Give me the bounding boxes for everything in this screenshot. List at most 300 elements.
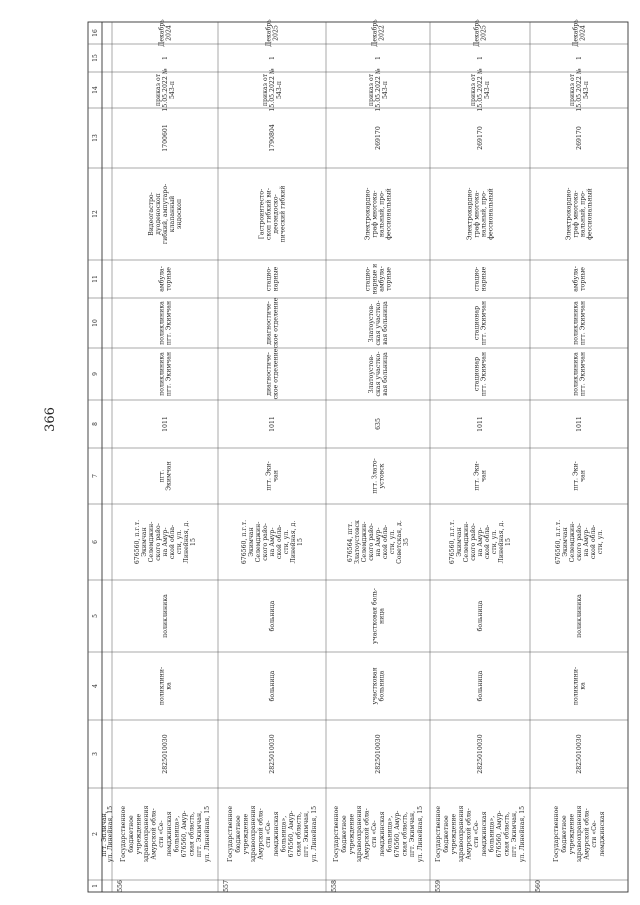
svg-text:лемджинская: лемджинская [272, 811, 280, 857]
row-556-unit-dept [159, 301, 173, 345]
svg-text:нальный, про-: нальный, про- [378, 190, 386, 238]
svg-text:сти, ул.: сти, ул. [283, 529, 290, 555]
svg-text:сти, ул.: сти, ул. [597, 529, 604, 555]
svg-text:269170: 269170 [576, 126, 583, 150]
row-556-quantity [162, 56, 169, 60]
svg-text:пгт. Экимчан: пгт. Экимчан [579, 351, 587, 397]
svg-text:амбула-: амбула- [572, 266, 580, 292]
svg-text:543-п: 543-п [169, 80, 176, 100]
svg-text:543-п: 543-п [484, 80, 491, 100]
row-559-organization [435, 805, 526, 862]
header-col-7 [92, 474, 99, 478]
svg-text:пгт.: пгт. [158, 469, 166, 483]
svg-text:на Амур-: на Амур- [477, 527, 484, 557]
svg-text:стацио-: стацио- [473, 266, 481, 292]
header-col-10 [92, 319, 99, 327]
row-560-code [576, 734, 583, 773]
svg-text:здравоохранения: здравоохранения [458, 805, 465, 863]
svg-text:ской обла-: ской обла- [276, 524, 283, 560]
row-556-code [162, 734, 169, 773]
row-558-equipment [365, 188, 393, 241]
svg-text:участковая: участковая [371, 667, 379, 705]
svg-text:ского райо-: ского райо- [155, 523, 162, 561]
svg-text:Амурской обла-: Амурской обла- [583, 808, 591, 860]
svg-text:1011: 1011 [269, 416, 276, 432]
svg-text:1790804: 1790804 [269, 124, 276, 152]
svg-text:больница»,: больница», [280, 815, 288, 853]
svg-text:ская область,: ская область, [401, 811, 409, 857]
row-560-row-number [535, 880, 542, 892]
svg-text:граф многока-: граф многока- [572, 190, 580, 238]
row-556-oktmo [162, 416, 169, 432]
svg-text:чан: чан [579, 470, 587, 482]
svg-text:676560, Амур-: 676560, Амур- [496, 810, 503, 858]
svg-text:269170: 269170 [477, 126, 484, 150]
header-col-5 [92, 614, 99, 618]
row-558-quantity [375, 56, 382, 60]
svg-text:нарные: нарные [272, 266, 280, 292]
row-557-quantity [269, 56, 276, 60]
svg-text:2025: 2025 [272, 25, 280, 41]
svg-text:556: 556 [117, 880, 124, 892]
svg-text:приказ от: приказ от [155, 73, 162, 107]
svg-text:2024: 2024 [579, 25, 587, 41]
svg-text:бюджетное: бюджетное [127, 815, 135, 853]
svg-text:учреждение: учреждение [135, 813, 143, 855]
svg-text:Экимчан: Экимчан [165, 461, 173, 491]
svg-text:2825010030: 2825010030 [269, 734, 276, 774]
svg-text:больница: больница [477, 600, 484, 632]
row-556-settlement [159, 461, 173, 490]
svg-text:сти «Се-: сти «Се- [371, 820, 379, 848]
svg-text:2025: 2025 [480, 25, 488, 41]
svg-text:амбула-: амбула- [378, 266, 386, 292]
svg-text:стационар: стационар [473, 356, 481, 392]
svg-text:диагностиче-: диагностиче- [265, 301, 273, 345]
svg-text:269170: 269170 [375, 126, 382, 150]
svg-text:Государственное: Государственное [435, 805, 443, 863]
svg-text:1: 1 [375, 56, 382, 60]
svg-text:16: 16 [92, 29, 99, 37]
svg-text:торные: торные [579, 267, 587, 291]
svg-text:здравоохранения: здравоохранения [143, 805, 150, 863]
row-560-care-type [573, 266, 587, 292]
svg-text:543-п: 543-п [583, 80, 590, 100]
svg-text:676560, п.г.т.: 676560, п.г.т. [241, 519, 248, 565]
svg-text:Линейная, д.: Линейная, д. [183, 520, 190, 564]
svg-text:Амурской обла-: Амурской обла- [150, 808, 158, 860]
row-557-organization [227, 805, 318, 862]
svg-text:поликлиника: поликлиника [576, 594, 583, 638]
svg-text:чан: чан [480, 470, 488, 482]
svg-text:Златоустов-: Златоустов- [368, 303, 375, 343]
svg-text:Декабрь: Декабрь [265, 19, 273, 47]
row-556-equipment [148, 184, 183, 244]
row-559-unit-dept [474, 301, 488, 345]
row-559-quantity [477, 56, 484, 60]
svg-text:диагностиче-: диагностиче- [265, 352, 273, 396]
header-col-15 [92, 54, 99, 62]
svg-text:Селемджин-: Селемджин- [148, 521, 155, 563]
svg-text:больница: больница [269, 670, 276, 702]
row-557-equipment-code [269, 124, 276, 152]
svg-text:15.05.2022 №: 15.05.2022 № [269, 68, 276, 112]
svg-text:Амурской обла-: Амурской обла- [465, 808, 473, 860]
svg-text:Экимчан: Экимчан [562, 527, 569, 557]
svg-text:нарные: нарные [480, 266, 488, 292]
header-col-16 [92, 29, 99, 37]
svg-text:1: 1 [92, 884, 99, 888]
svg-text:ская область,: ская область, [188, 811, 196, 857]
svg-text:участковая боль-: участковая боль- [371, 588, 379, 644]
row-557-settlement [266, 461, 280, 491]
svg-text:больница»,: больница», [386, 815, 394, 853]
svg-text:Декабрь: Декабрь [158, 19, 166, 47]
svg-text:граф многока-: граф многока- [371, 190, 379, 238]
row-559-equipment-code [477, 126, 484, 150]
svg-text:сти, ул.: сти, ул. [491, 529, 498, 555]
svg-text:ская участко-: ская участко- [375, 351, 382, 397]
header-col-1 [92, 884, 99, 888]
svg-text:15: 15 [92, 54, 99, 62]
svg-text:15: 15 [190, 538, 197, 546]
row-558-oktmo [375, 418, 382, 430]
row-560-deadline [573, 19, 587, 47]
svg-text:543-п: 543-п [382, 80, 389, 100]
row-558-deadline [372, 19, 386, 47]
svg-text:Электрокардио-: Электрокардио- [565, 187, 573, 241]
svg-text:поликлини-: поликлини- [572, 666, 580, 706]
svg-text:Декабрь: Декабрь [572, 19, 580, 47]
svg-text:бюджетное: бюджетное [560, 815, 568, 853]
svg-text:нальный, про-: нальный, про- [579, 190, 587, 238]
svg-text:пический гибкий: пический гибкий [279, 185, 287, 243]
svg-text:Электрокардио-: Электрокардио- [364, 187, 372, 241]
row-558-unit-dept [368, 301, 389, 346]
svg-text:пгт. Экимчан,: пгт. Экимчан, [303, 810, 311, 858]
svg-text:15.05.2022 №: 15.05.2022 № [576, 68, 583, 112]
svg-text:12: 12 [92, 210, 99, 218]
svg-text:пгт. Экимчан: пгт. Экимчан [480, 351, 488, 397]
row-557-unit [266, 348, 280, 399]
svg-text:бюджетное: бюджетное [234, 815, 242, 853]
svg-text:Златоустов-: Златоустов- [368, 354, 375, 394]
row-558-organization [333, 805, 424, 862]
svg-text:приказ от: приказ от [569, 73, 576, 107]
header-col-4 [92, 684, 99, 688]
svg-text:торные: торные [385, 267, 393, 291]
row-560-order [569, 68, 590, 111]
svg-text:Экимчан: Экимчан [456, 527, 463, 557]
svg-text:2825010030: 2825010030 [375, 734, 382, 774]
svg-text:2024: 2024 [165, 25, 173, 41]
svg-text:14: 14 [92, 86, 99, 94]
row-560-oktmo [576, 416, 583, 432]
svg-text:Декабрь: Декабрь [473, 19, 481, 47]
svg-text:больница: больница [269, 600, 276, 632]
row-560-unit [573, 352, 587, 396]
svg-text:560: 560 [535, 880, 542, 892]
svg-text:клапанный: клапанный [169, 195, 176, 233]
svg-text:ул. Линейная, 15: ул. Линейная, 15 [416, 805, 424, 863]
svg-text:больница»,: больница», [173, 815, 181, 853]
svg-text:поликлиника: поликлиника [158, 301, 166, 345]
svg-text:10: 10 [92, 319, 99, 327]
svg-text:Селемджин-: Селемджин- [255, 521, 262, 563]
header-col-8 [92, 422, 99, 426]
svg-text:лемджинская: лемджинская [378, 811, 386, 857]
row-559-settlement [474, 461, 488, 491]
svg-text:635: 635 [375, 418, 382, 430]
row-557-division-type [269, 670, 276, 701]
svg-text:15.05.2022 №: 15.05.2022 № [375, 68, 382, 112]
svg-text:больница: больница [477, 670, 484, 702]
row-559-equipment [467, 188, 495, 241]
row-557-address [241, 520, 304, 564]
svg-text:11: 11 [92, 275, 99, 283]
svg-text:9: 9 [92, 372, 99, 376]
svg-text:приказ от: приказ от [262, 73, 269, 107]
svg-text:ница: ница [378, 608, 386, 624]
svg-text:ул. Линейная, 15: ул. Линейная, 15 [518, 805, 526, 863]
row-556-organization [120, 805, 211, 862]
svg-text:ул. Линейная, 15: ул. Линейная, 15 [310, 805, 318, 863]
header-col-11 [92, 275, 99, 283]
svg-text:1011: 1011 [162, 416, 169, 432]
svg-text:15.05.2022 №: 15.05.2022 № [162, 68, 169, 112]
svg-text:стацио-: стацио- [364, 266, 372, 292]
svg-text:бюджетное: бюджетное [340, 815, 348, 853]
row-559-deadline [474, 19, 488, 47]
header-col-14 [92, 86, 99, 94]
svg-text:Видеогастро-: Видеогастро- [148, 192, 155, 236]
row-556-order [155, 68, 176, 111]
svg-text:больница: больница [378, 670, 386, 702]
row-558-order [368, 68, 389, 111]
header-col-2 [92, 832, 99, 836]
svg-text:вая больница: вая больница [382, 352, 389, 396]
row-557-care-type [266, 266, 280, 291]
svg-text:Электрокардио-: Электрокардио- [466, 187, 474, 241]
svg-text:ская область,: ская область, [503, 811, 511, 857]
svg-text:пгт. Экимчан,: пгт. Экимчан, [409, 810, 417, 858]
svg-text:пгт. Злато-: пгт. Злато- [371, 458, 379, 494]
svg-text:сти «Се-: сти «Се- [473, 820, 481, 848]
svg-text:учреждение: учреждение [450, 813, 458, 855]
svg-text:сти «Се-: сти «Се- [265, 820, 273, 848]
row-560-unit-dept [573, 301, 587, 345]
svg-text:стацио-: стацио- [265, 266, 273, 292]
svg-text:2: 2 [92, 832, 99, 836]
svg-text:ул. Линейная, 15: ул. Линейная, 15 [107, 805, 114, 863]
svg-text:поликлиника: поликлиника [572, 352, 580, 396]
svg-text:Златоустовск: Златоустовск [354, 520, 361, 564]
row-560-division-type [573, 667, 587, 705]
svg-text:559: 559 [435, 880, 442, 892]
svg-text:поликлиника: поликлиника [162, 594, 169, 638]
row-556-row-number [117, 880, 124, 892]
row-560-division [576, 594, 583, 638]
svg-text:676560, Амур-: 676560, Амур- [288, 810, 295, 858]
svg-text:ской обла-: ской обла- [484, 524, 491, 560]
svg-text:1011: 1011 [576, 416, 583, 432]
row-560-equipment-code [576, 126, 583, 150]
svg-text:нарные и: нарные и [371, 263, 379, 295]
svg-text:учреждение: учреждение [568, 813, 576, 855]
row-558-address [347, 520, 410, 564]
svg-text:вая больница: вая больница [382, 301, 389, 345]
svg-text:2825010030: 2825010030 [162, 734, 169, 774]
svg-text:1: 1 [269, 56, 276, 60]
row-558-care-type [365, 264, 393, 295]
svg-text:граф многока-: граф многока- [473, 190, 481, 238]
svg-text:676560, п.г.т.: 676560, п.г.т. [449, 519, 456, 565]
svg-text:ское отделение: ское отделение [272, 297, 280, 349]
svg-text:фессиональный: фессиональный [487, 188, 495, 240]
row-560-settlement [573, 461, 587, 491]
row-559-row-number [435, 880, 442, 892]
svg-text:Линейная, д.: Линейная, д. [498, 520, 505, 564]
svg-text:пгт. Экимчан: пгт. Экимчан [165, 351, 173, 397]
svg-text:676560, п.г.т.: 676560, п.г.т. [555, 519, 562, 565]
svg-text:15: 15 [505, 538, 512, 546]
row-560-quantity [576, 56, 583, 60]
svg-text:Государственное: Государственное [227, 805, 235, 863]
svg-text:557: 557 [223, 880, 230, 892]
row-560-equipment [566, 188, 594, 241]
row-557-oktmo [269, 416, 276, 432]
svg-text:поликлиника: поликлиника [158, 352, 166, 396]
svg-text:Гастроинтесто-: Гастроинтесто- [258, 188, 266, 240]
svg-text:558: 558 [331, 880, 338, 892]
row-559-division [477, 600, 484, 631]
row-556-address [134, 520, 197, 564]
svg-text:Государственное: Государственное [333, 805, 341, 863]
svg-text:676560, Амур-: 676560, Амур- [181, 810, 188, 858]
row-557-order [262, 68, 283, 111]
svg-text:ского райо-: ского райо- [470, 523, 477, 561]
svg-text:676560, п.г.т.: 676560, п.г.т. [134, 519, 141, 565]
row-560-organization [553, 805, 606, 862]
svg-text:стационар: стационар [473, 305, 481, 341]
svg-text:на Амур-: на Амур- [375, 527, 382, 557]
row-556-division [162, 594, 169, 638]
svg-text:учреждение: учреждение [242, 813, 250, 855]
svg-text:Селемджин-: Селемджин- [361, 521, 368, 563]
header-col-13 [92, 134, 99, 142]
header-col-9 [92, 372, 99, 376]
svg-text:ская область,: ская область, [295, 811, 303, 857]
row-557-unit-dept [266, 297, 280, 348]
svg-text:ка: ка [579, 682, 587, 690]
row-558-settlement [372, 458, 386, 493]
svg-text:676564, пгт.: 676564, пгт. [347, 521, 354, 563]
svg-text:эндоскоп: эндоскоп [176, 198, 183, 230]
svg-text:поликлиника: поликлиника [572, 301, 580, 345]
svg-text:1: 1 [162, 56, 169, 60]
row-556-unit [159, 352, 173, 396]
row-557-equipment [259, 186, 287, 243]
row-559-division-type [477, 670, 484, 701]
svg-text:ской обла-: ской обла- [169, 524, 176, 560]
row-558-code [375, 734, 382, 773]
row-559-address [449, 520, 512, 564]
svg-text:пгт. Эпличан,: пгт. Эпличан, [101, 811, 108, 857]
svg-text:приказ от: приказ от [368, 73, 375, 107]
row-558-equipment-code [375, 126, 382, 150]
row-557-row-number [223, 880, 230, 892]
svg-text:устовск: устовск [378, 463, 386, 489]
svg-text:13: 13 [92, 134, 99, 142]
row-559-care-type [474, 266, 488, 291]
svg-text:на Амур-: на Амур- [269, 527, 276, 557]
row-557-code [269, 734, 276, 773]
svg-text:Селемджин-: Селемджин- [569, 521, 576, 563]
svg-text:15: 15 [297, 538, 304, 546]
header-col-6 [92, 540, 99, 544]
svg-text:амбула-: амбула- [158, 266, 166, 292]
svg-text:Линейная, д.: Линейная, д. [290, 520, 297, 564]
svg-text:Экимчан: Экимчан [141, 527, 148, 557]
svg-text:поликлини-: поликлини- [158, 666, 166, 706]
svg-text:7: 7 [92, 474, 99, 478]
svg-text:торные: торные [165, 267, 173, 291]
svg-text:1011: 1011 [477, 416, 484, 432]
svg-text:пгт. Экимчан: пгт. Экимчан [165, 300, 173, 346]
svg-text:нальный, про-: нальный, про- [480, 190, 488, 238]
svg-text:Амурской обла-: Амурской обла- [257, 808, 265, 860]
svg-text:Советская, д.: Советская, д. [396, 520, 403, 564]
svg-text:4: 4 [92, 684, 99, 688]
svg-text:2825010030: 2825010030 [477, 734, 484, 774]
svg-text:1: 1 [477, 56, 484, 60]
row-559-code [477, 734, 484, 773]
svg-text:лемджинская: лемджинская [598, 811, 606, 857]
svg-text:пгт. Экимчан,: пгт. Экимчан, [511, 810, 519, 858]
svg-text:6: 6 [92, 540, 99, 544]
svg-text:пгт. Экимчан: пгт. Экимчан [579, 300, 587, 346]
header-col-12 [92, 210, 99, 218]
svg-text:Декабрь: Декабрь [371, 19, 379, 47]
svg-text:лемджинская: лемджинская [480, 811, 488, 857]
svg-text:15.05.2022 №: 15.05.2022 № [477, 68, 484, 112]
header-col-3 [92, 752, 99, 756]
svg-text:сти, ул.: сти, ул. [389, 529, 396, 555]
row-559-oktmo [477, 416, 484, 432]
page-number: 366 [42, 407, 58, 432]
row-557-deadline [266, 19, 280, 47]
svg-text:1700601: 1700601 [162, 124, 169, 152]
svg-text:ского райо-: ского райо- [262, 523, 269, 561]
row-556-equipment-code [162, 124, 169, 152]
svg-text:Амурской обла-: Амурской обла- [363, 808, 371, 860]
svg-text:5: 5 [92, 614, 99, 618]
row-556-division-type [159, 667, 173, 705]
svg-text:2825010030: 2825010030 [576, 734, 583, 774]
svg-text:приказ от: приказ от [470, 73, 477, 107]
svg-text:на Амур-: на Амур- [583, 527, 590, 557]
svg-text:фессиональный: фессиональный [385, 188, 393, 240]
svg-text:676560, Амур-: 676560, Амур- [394, 810, 401, 858]
svg-text:пгт. Эки-: пгт. Эки- [473, 461, 481, 491]
row-556-care-type [159, 266, 173, 292]
row-559-order [470, 68, 491, 111]
svg-text:3: 3 [92, 752, 99, 756]
svg-text:Государственное: Государственное [120, 805, 128, 863]
svg-text:учреждение: учреждение [348, 813, 356, 855]
row-559-unit [474, 352, 488, 396]
svg-text:ул. Линейная, 15: ул. Линейная, 15 [203, 805, 211, 863]
